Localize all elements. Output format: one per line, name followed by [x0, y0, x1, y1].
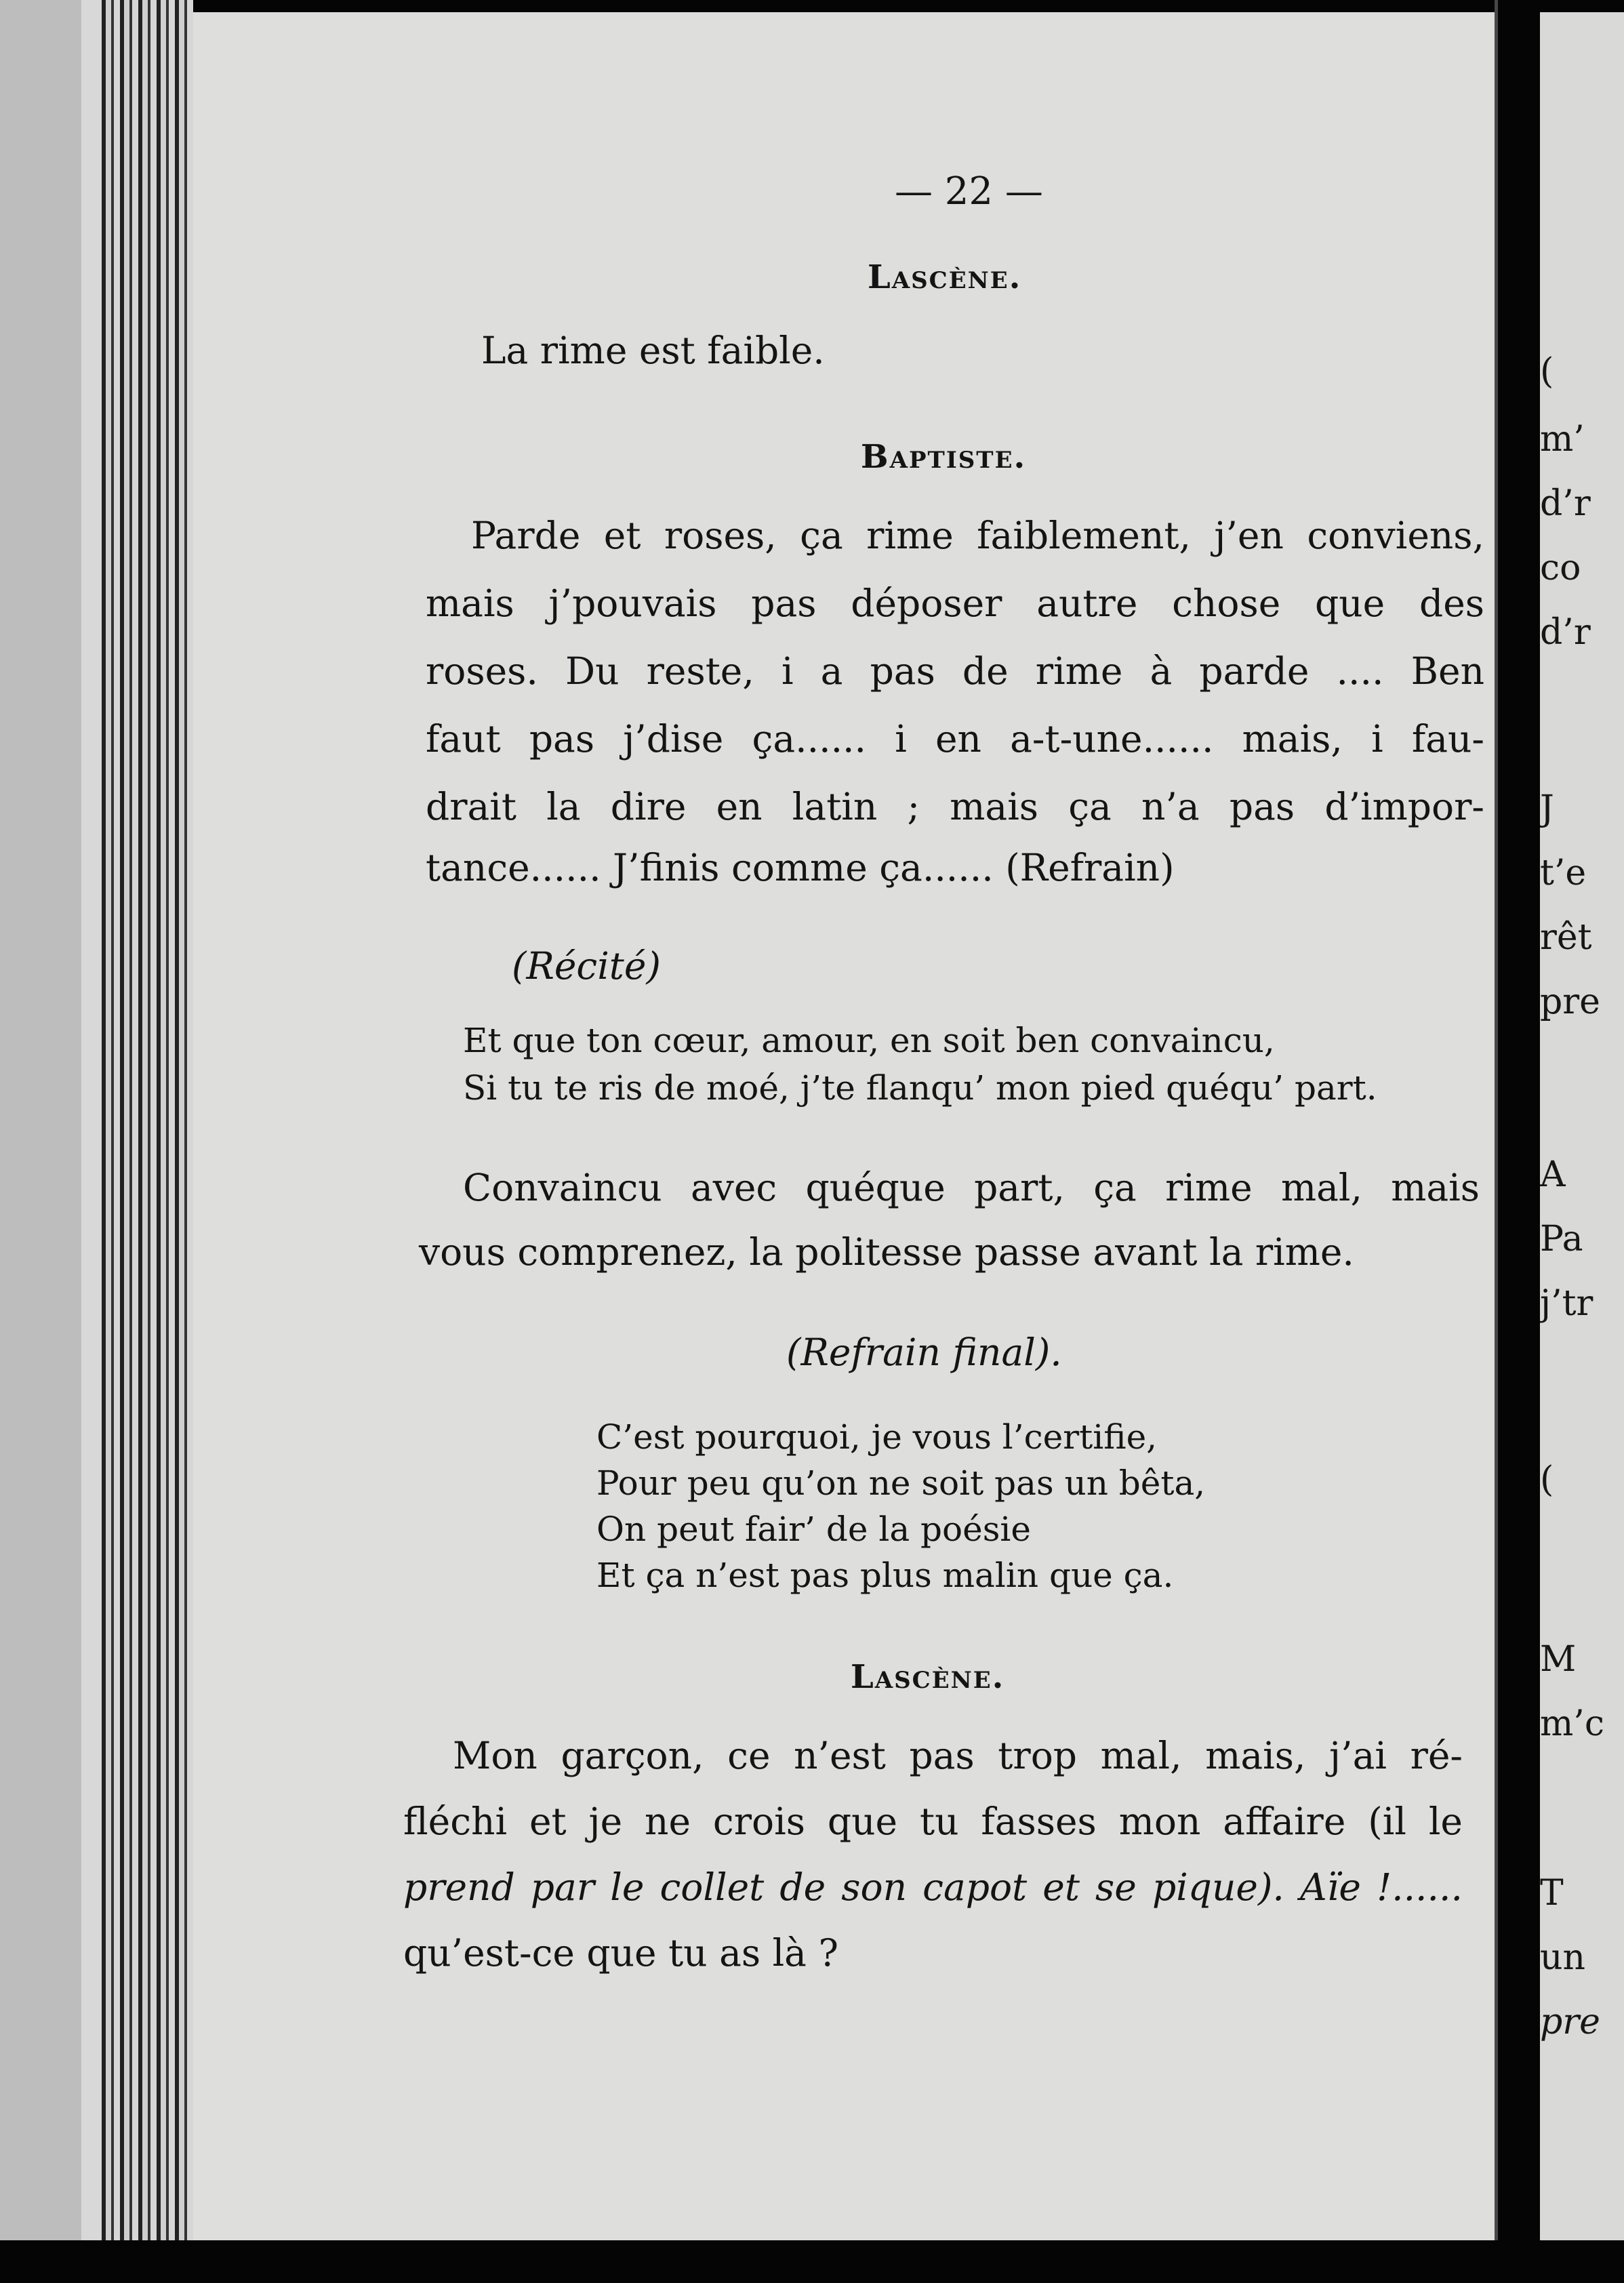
book-gutter [1498, 0, 1540, 2244]
song-line: On peut fair’ de la poésie [596, 1510, 1031, 1549]
paragraph-line: tance...... J’finis comme ça...... (Refrain) [426, 846, 1175, 889]
next-page-text: co [1540, 548, 1581, 588]
scan-frame-bottom [0, 2240, 1624, 2283]
next-page-text: A [1540, 1154, 1566, 1195]
next-page-text: ( [1540, 351, 1554, 392]
paragraph-line: Mon garçon, ce n’est pas trop mal, mais, j’ai ré- [453, 1734, 1463, 1777]
paragraph-line: roses. Du reste, i a pas de rime à parde .... Ben [426, 649, 1484, 693]
next-page-text: d’r [1540, 612, 1591, 653]
verse-line: Et que ton cœur, amour, en soit ben convaincu, [463, 1021, 1275, 1060]
paragraph-line: drait la dire en latin ; mais ça n’a pas d’impor- [426, 785, 1484, 828]
speaker-name: Lascène. [868, 258, 1022, 296]
next-page-text: m’c [1540, 1703, 1604, 1744]
verse-line: Si tu te ris de moé, j’te flanqu’ mon pied quéqu’ part. [463, 1068, 1377, 1108]
song-line: Pour peu qu’on ne soit pas un bêta, [596, 1463, 1206, 1503]
next-page-text: Pa [1540, 1219, 1583, 1259]
next-page-text: t’e [1540, 853, 1587, 893]
next-page-text: j’tr [1540, 1283, 1593, 1324]
paragraph-line: vous comprenez, la politesse passe avant la rime. [419, 1230, 1354, 1274]
page-number: — 22 — [895, 169, 1043, 214]
paragraph-line: mais j’pouvais pas déposer autre chose que des [426, 582, 1484, 625]
song-line: C’est pourquoi, je vous l’certifie, [596, 1417, 1158, 1457]
paragraph-line: fléchi et je ne crois que tu fasses mon affaire (il le [403, 1800, 1463, 1843]
next-page-text: T [1540, 1873, 1564, 1914]
speaker-name: Lascène. [851, 1658, 1005, 1696]
paragraph-line: Convaincu avec quéque part, ça rime mal, mais [463, 1166, 1480, 1209]
book-left-strip [0, 0, 81, 2244]
paragraph-line: prend par le collet de son capot et se pique). Aïe !...... [403, 1865, 1463, 1909]
scan-frame-top [0, 0, 1624, 12]
next-page-text: rêt [1540, 917, 1592, 958]
next-page-text: pre [1540, 2002, 1600, 2042]
paragraph-line: Parde et roses, ça rime faiblement, j’en conviens, [471, 514, 1484, 557]
paragraph-line: qu’est-ce que tu as là ? [403, 1931, 838, 1975]
stage-direction: (Récité) [512, 944, 661, 988]
next-page-text: ( [1540, 1459, 1554, 1500]
next-page-text: d’r [1540, 483, 1591, 524]
page-stack-edges [102, 0, 193, 2244]
song-line: Et ça n’est pas plus malin que ça. [596, 1556, 1174, 1595]
next-page-text: J [1540, 788, 1554, 829]
paragraph-line: faut pas j’dise ça...... i en a-t-une...... mais, i fau- [426, 717, 1484, 761]
dialogue-line: La rime est faible. [481, 329, 825, 372]
next-page-text: m’ [1540, 419, 1585, 460]
speaker-name: Baptiste. [861, 438, 1027, 476]
next-page-text: M [1540, 1639, 1577, 1680]
next-page-fragment [1540, 12, 1624, 2240]
next-page-text: un [1540, 1937, 1585, 1978]
stage-direction: (Refrain final). [786, 1331, 1062, 1374]
next-page-text: pre [1540, 982, 1600, 1022]
